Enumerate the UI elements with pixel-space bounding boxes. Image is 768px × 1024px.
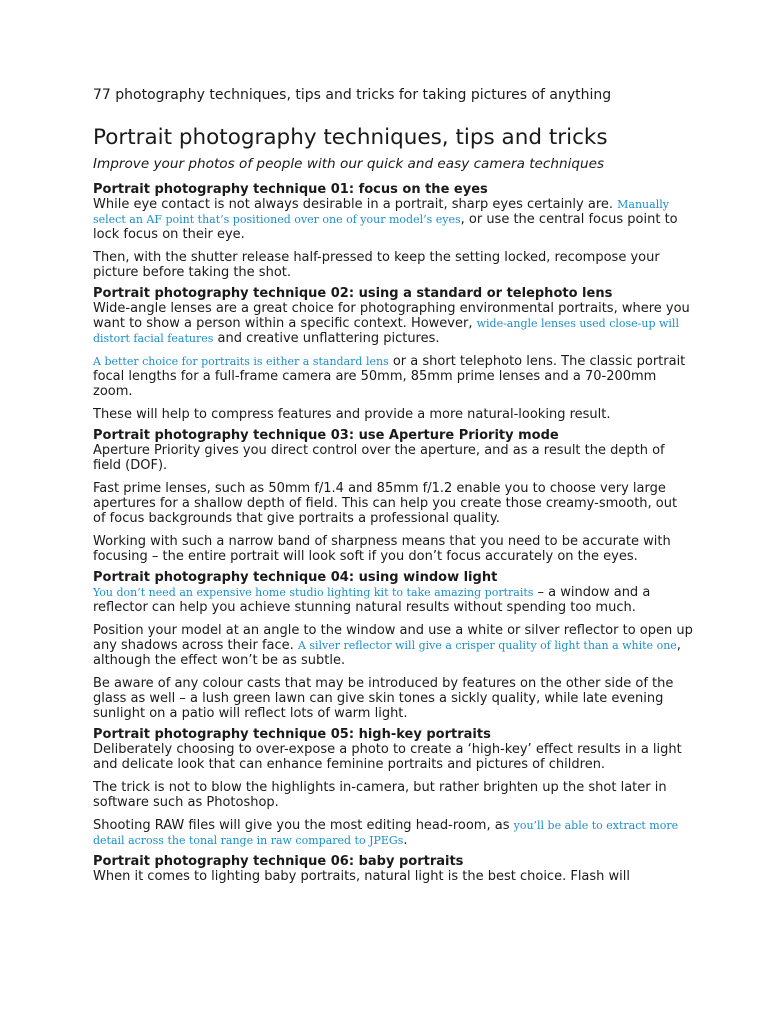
paragraph: Deliberately choosing to over-expose a photo to create a ‘high-key’ effect results in a light and delicate look that can enhance feminine portraits and pictures of children. — [93, 742, 682, 772]
inline-link[interactable]: A better choice for portraits is either a standard lens — [93, 355, 389, 368]
inline-link[interactable]: Manually select an AF point that’s positioned over one of your model’s eyes — [93, 198, 669, 226]
paragraph-text: – a window and a reflector can help you achieve stunning natural results without spending too much. — [93, 585, 651, 615]
section-heading: Portrait photography technique 03: use Aperture Priority mode — [93, 428, 559, 443]
section-06 — [93, 854, 693, 884]
section-04 — [93, 570, 693, 721]
inline-link[interactable]: You don’t need an expensive home studio lighting kit to take amazing portraits — [93, 586, 534, 599]
page-subtitle: Improve your photos of people with our quick and easy camera techniques — [93, 156, 605, 172]
document-page — [93, 86, 693, 890]
section-01 — [93, 182, 693, 280]
paragraph-text: While eye contact is not always desirable in a portrait, sharp eyes certainly are. — [93, 197, 618, 212]
paragraph — [93, 585, 693, 615]
section-02 — [93, 286, 693, 422]
paragraph: Then, with the shutter release half-pressed to keep the setting locked, recompose your picture before taking the shot. — [93, 250, 660, 280]
inline-link[interactable]: wide-angle lenses used close-up will distort facial features — [93, 317, 679, 345]
inline-link[interactable]: you’ll be able to extract more detail across the tonal range in raw compared to JPEGs — [93, 819, 679, 847]
paragraph-text: Position your model at an angle to the window and use a white or silver reflector to open up any shadows across their face. — [93, 623, 693, 653]
section-heading: Portrait photography technique 06: baby portraits — [93, 854, 464, 869]
paragraph: Be aware of any colour casts that may be introduced by features on the other side of the glass as well – a lush green lawn can give skin tones a sickly quality, while late evening sunlight on a patio will reflect lots of warm light. — [93, 676, 674, 721]
paragraph-text: , or use the central focus point to lock focus on their eye. — [93, 212, 678, 242]
paragraph — [93, 197, 693, 242]
inline-link[interactable]: A silver reflector will give a crisper quality of light than a white one — [297, 639, 677, 652]
paragraph: When it comes to lighting baby portraits, natural light is the best choice. Flash will — [93, 869, 631, 884]
paragraph — [93, 623, 693, 668]
section-heading: Portrait photography technique 04: using window light — [93, 570, 498, 585]
paragraph: Fast prime lenses, such as 50mm f/1.4 and 85mm f/1.2 enable you to choose very large apertures for a shallow depth of field. This can help you create those creamy-smooth, out of focus backgrounds that give portraits a professional quality. — [93, 481, 678, 526]
paragraph — [93, 818, 693, 848]
page-title: Portrait photography techniques, tips and tricks — [93, 125, 608, 150]
paragraph-text: Wide-angle lenses are a great choice for photographing environmental portraits, where you want to show a person within a specific context. However, — [93, 301, 690, 331]
paragraph-text: , although the effect won’t be as subtle. — [93, 638, 681, 668]
section-heading: Portrait photography technique 02: using a standard or telephoto lens — [93, 286, 613, 301]
section-05 — [93, 727, 693, 848]
section-03 — [93, 428, 693, 564]
paragraph — [93, 301, 693, 346]
paragraph: These will help to compress features and provide a more natural-looking result. — [93, 407, 611, 422]
paragraph-text: and creative unflattering pictures. — [213, 331, 440, 346]
section-heading: Portrait photography technique 05: high-key portraits — [93, 727, 491, 742]
paragraph-text: . — [403, 833, 408, 848]
paragraph: Working with such a narrow band of sharpness means that you need to be accurate with focusing – the entire portrait will look soft if you don’t focus accurately on the eyes. — [93, 534, 671, 564]
paragraph-text: or a short telephoto lens. The classic portrait focal lengths for a full-frame camera are 50mm, 85mm prime lenses and a 70-200mm zoom. — [93, 354, 686, 399]
section-heading: Portrait photography technique 01: focus on the eyes — [93, 182, 488, 197]
paragraph: The trick is not to blow the highlights in-camera, but rather brighten up the shot later in software such as Photoshop. — [93, 780, 667, 810]
paragraph — [93, 354, 693, 399]
document-heading: 77 photography techniques, tips and tricks for taking pictures of anything — [93, 87, 612, 103]
paragraph-text: Shooting RAW files will give you the most editing head-room, as — [93, 818, 514, 833]
paragraph: Aperture Priority gives you direct control over the aperture, and as a result the depth of field (DOF). — [93, 443, 665, 473]
